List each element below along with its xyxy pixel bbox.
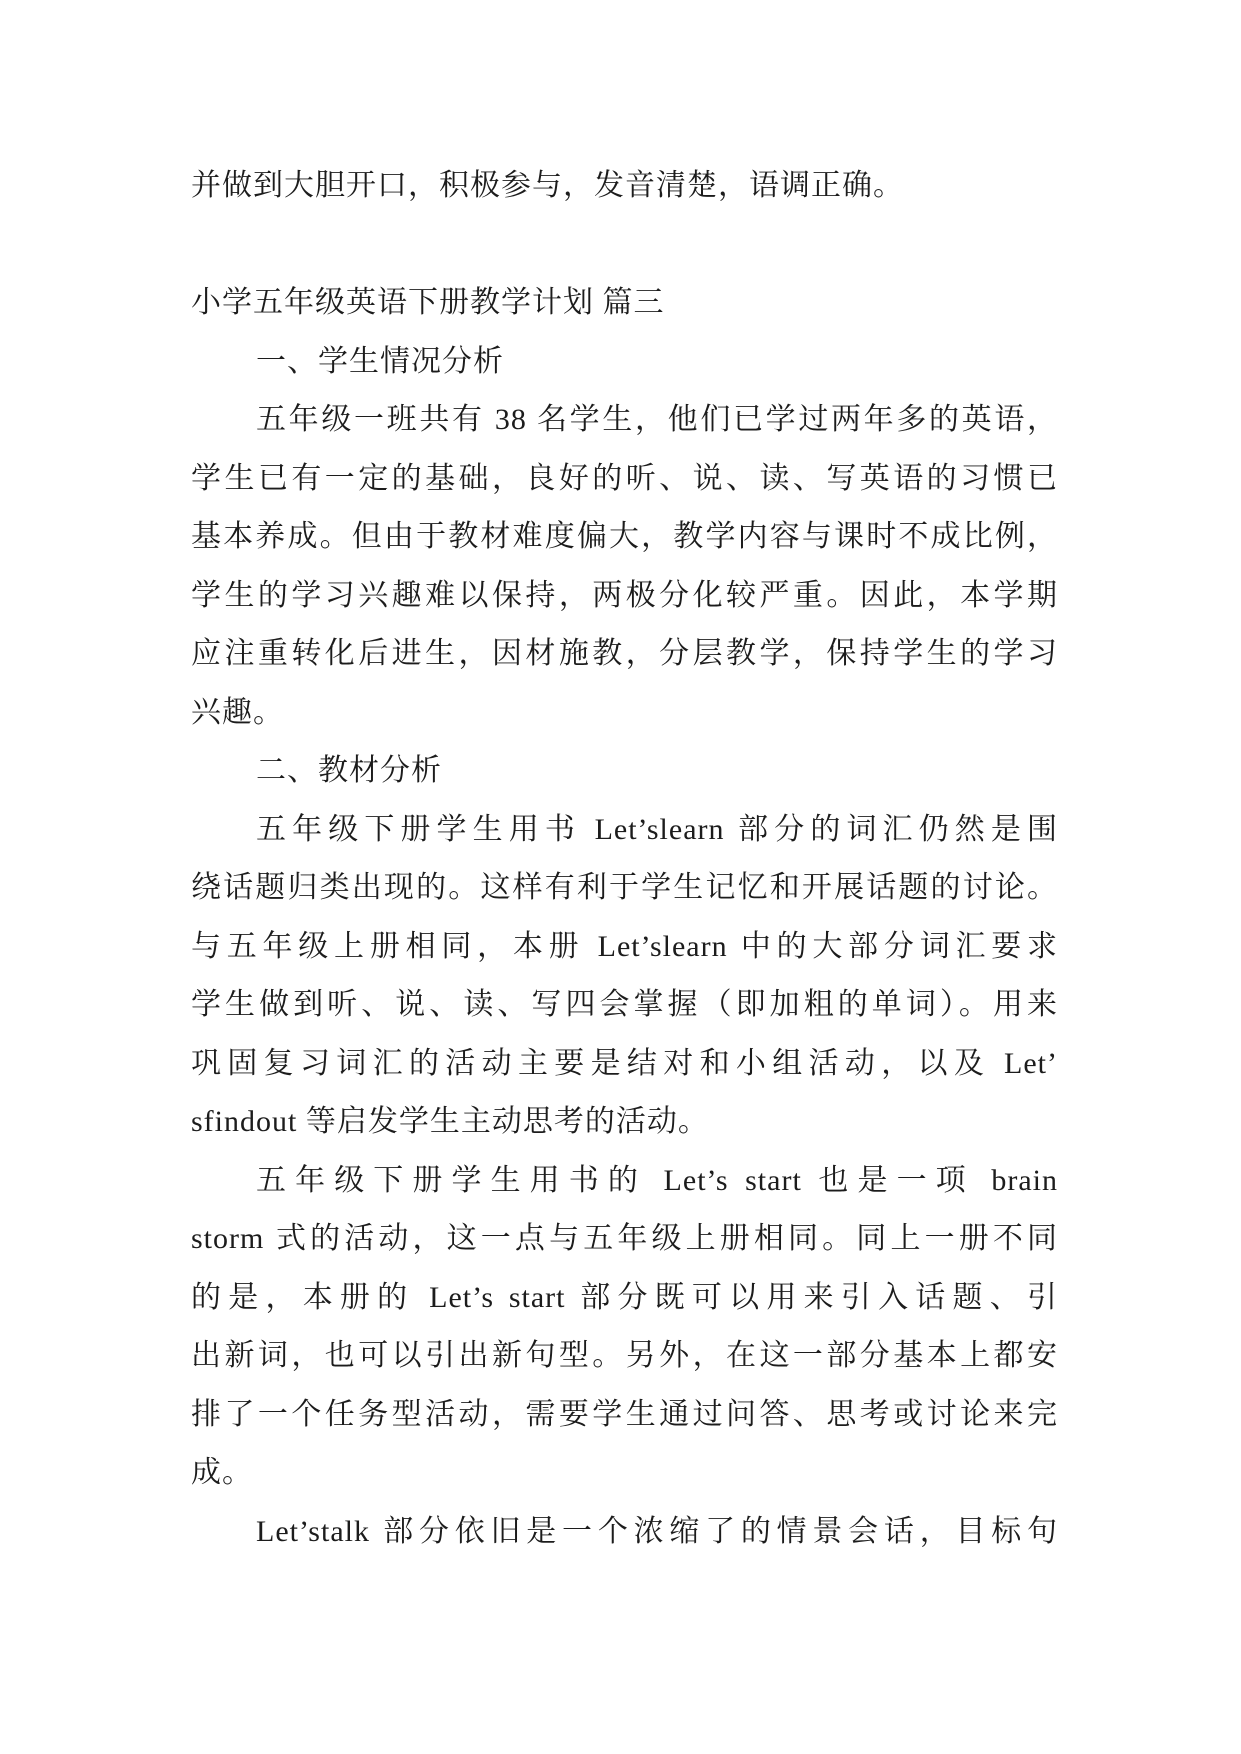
- continuation-line: 并做到大胆开口，积极参与，发音清楚，语调正确。: [191, 169, 904, 202]
- paragraph-line: 成。: [191, 1456, 253, 1489]
- section-heading: 一、学生情况分析: [256, 344, 504, 378]
- document-title: 小学五年级英语下册教学计划 篇三: [191, 286, 665, 319]
- paragraph-line: 出新词，也可以引出新句型。另外，在这一部分基本上都安: [191, 1339, 1058, 1372]
- paragraph: [191, 801, 1058, 1152]
- paragraph-line: 的是，本册的 Let’s start 部分既可以用来引入话题、引: [191, 1280, 1058, 1314]
- paragraph-line: 与五年级上册相同，本册 Let’slearn 中的大部分词汇要求: [191, 929, 1058, 963]
- paragraph: [191, 1503, 1058, 1562]
- paragraph-line: 兴趣。: [191, 695, 284, 729]
- paragraph-line: 学生已有一定的基础，良好的听、说、读、写英语的习惯已: [191, 461, 1058, 495]
- document-body: [191, 157, 1058, 1561]
- section-heading: 二、教材分析: [256, 754, 442, 787]
- paragraph-line: storm 式的活动，这一点与五年级上册相同。同上一册不同: [191, 1222, 1058, 1255]
- paragraph: [191, 1152, 1058, 1503]
- paragraph-line: 应注重转化后进生，因材施教，分层教学，保持学生的学习: [191, 637, 1058, 670]
- blank-line: [191, 216, 1058, 275]
- paragraph-line: Let’stalk 部分依旧是一个浓缩了的情景会话，目标句: [256, 1514, 1058, 1548]
- paragraph-line: 巩固复习词汇的活动主要是结对和小组活动，以及 Let’: [191, 1046, 1058, 1080]
- paragraph-line: 绕话题归类出现的。这样有利于学生记忆和开展话题的讨论。: [191, 871, 1058, 904]
- paragraph-line: 五年级下册学生用书的 Let’s start 也是一项 brain: [256, 1163, 1058, 1197]
- paragraph-line: 五年级下册学生用书 Let’slearn 部分的词汇仍然是围: [256, 812, 1058, 846]
- paragraph-line: sfindout 等启发学生主动思考的活动。: [191, 1105, 709, 1138]
- paragraph-line: 五年级一班共有 38 名学生，他们已学过两年多的英语，: [256, 403, 1058, 436]
- paragraph-line: 学生的学习兴趣难以保持，两极分化较严重。因此，本学期: [191, 578, 1058, 612]
- paragraph-line: 基本养成。但由于教材难度偏大，教学内容与课时不成比例，: [191, 520, 1058, 553]
- paragraph: [191, 391, 1058, 742]
- paragraph-line: 排了一个任务型活动，需要学生通过问答、思考或讨论来完: [191, 1397, 1058, 1431]
- paragraph-line: 学生做到听、说、读、写四会掌握（即加粗的单词）。用来: [191, 988, 1058, 1021]
